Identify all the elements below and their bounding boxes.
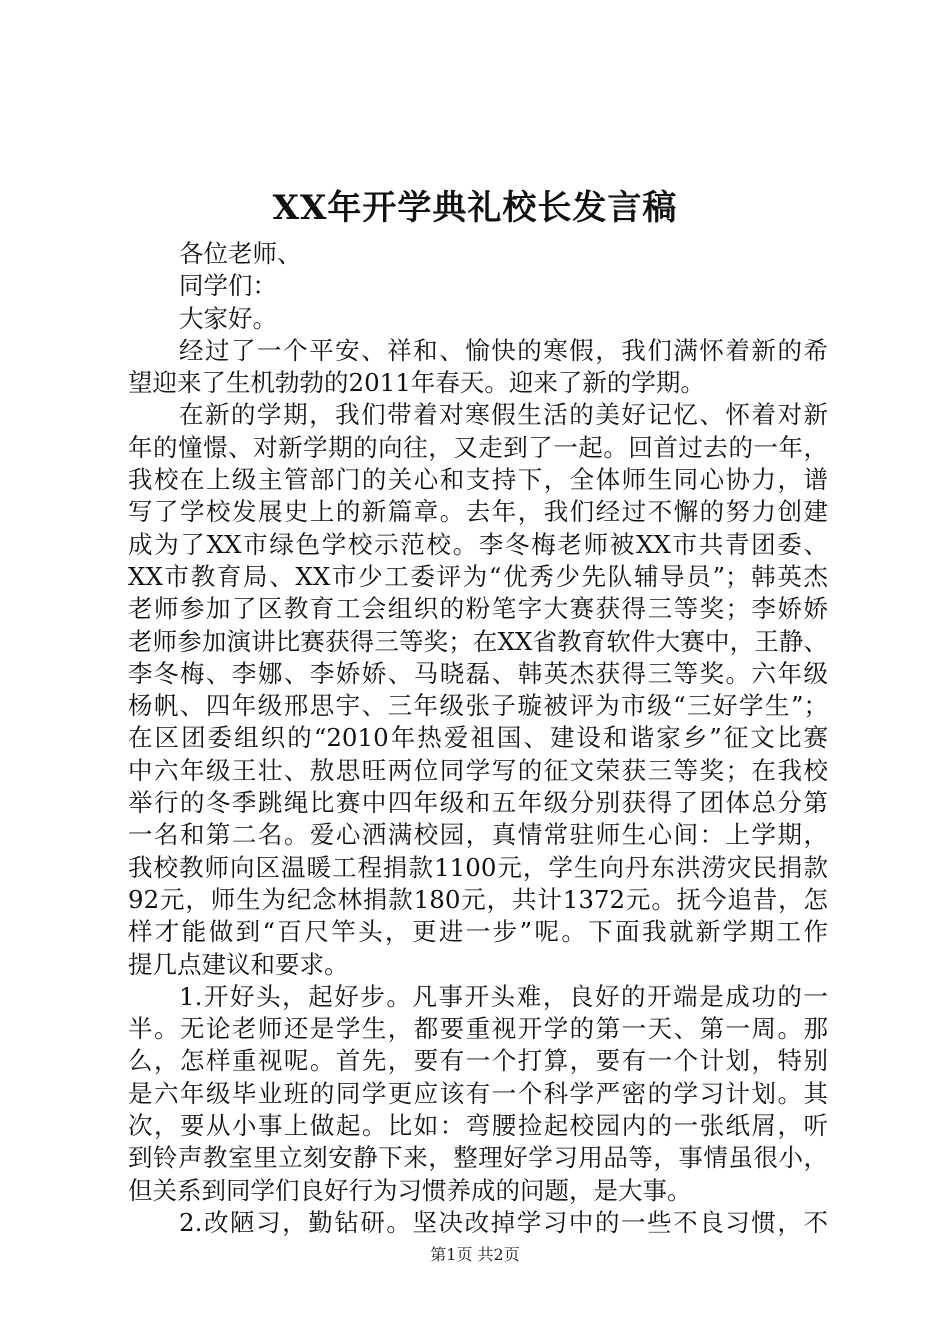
paragraph-line: 老师参加演讲比赛获得三等奖；在XX省教育软件大赛中，王静、 <box>128 626 828 656</box>
document-body <box>128 238 828 1239</box>
paragraph-line: 杨帆、四年级邢思宇、三年级张子璇被评为市级“三好学生”； <box>128 691 828 721</box>
paragraph-line: 92元，师生为纪念林捐款180元，共计1372元。抚今追昔，怎 <box>128 884 828 914</box>
paragraph-line: 1.开好头，起好步。凡事开头难，良好的开端是成功的一 <box>179 981 828 1011</box>
paragraph-line: 经过了一个平安、祥和、愉快的寒假，我们满怀着新的希 <box>179 335 828 365</box>
paragraph-line: 成为了XX市绿色学校示范校。李冬梅老师被XX市共青团委、 <box>128 529 828 559</box>
paragraph-line: 老师参加了区教育工会组织的粉笔字大赛获得三等奖；李娇娇 <box>128 594 828 624</box>
paragraph-line: 在区团委组织的“2010年热爱祖国、建设和谐家乡”征文比赛 <box>128 723 828 753</box>
paragraph-line: 是六年级毕业班的同学更应该有一个科学严密的学习计划。其 <box>128 1078 828 1108</box>
paragraph-line: 么，怎样重视呢。首先，要有一个打算，要有一个计划，特别 <box>128 1046 828 1076</box>
paragraph-line: 我校教师向区温暖工程捐款1100元，学生向丹东洪涝灾民捐款 <box>128 852 828 882</box>
paragraph-line: 2.改陋习，勤钻研。坚决改掉学习中的一些不良习惯，不 <box>179 1207 828 1237</box>
page-number-footer: 第1页 共2页 <box>430 1245 520 1264</box>
paragraph-line: 提几点建议和要求。 <box>128 949 349 979</box>
paragraph-line: 次，要从小事上做起。比如：弯腰捡起校园内的一张纸屑，听 <box>128 1111 828 1141</box>
paragraph-line: 望迎来了生机勃勃的2011年春天。迎来了新的学期。 <box>128 368 705 398</box>
paragraph-line: 我校在上级主管部门的关心和支持下，全体师生同心协力，谱 <box>128 465 828 495</box>
paragraph-line: 写了学校发展史上的新篇章。去年，我们经过不懈的努力创建 <box>128 497 828 527</box>
paragraph-line: 李冬梅、李娜、李娇娇、马晓磊、韩英杰获得三等奖。六年级 <box>128 658 828 688</box>
salutation-line: 同学们： <box>179 271 277 301</box>
paragraph-line: XX市教育局、XX市少工委评为“优秀少先队辅导员”；韩英杰 <box>128 561 828 591</box>
paragraph-line: 样才能做到“百尺竿头，更进一步”呢。下面我就新学期工作 <box>128 917 828 947</box>
paragraph-line: 中六年级王壮、敖思旺两位同学写的征文荣获三等奖；在我校 <box>128 755 828 785</box>
paragraph-line: 一名和第二名。爱心洒满校园，真情常驻师生心间：上学期， <box>128 820 828 850</box>
paragraph-line: 举行的冬季跳绳比赛中四年级和五年级分别获得了团体总分第 <box>128 788 828 818</box>
salutation-line: 各位老师、 <box>179 239 302 268</box>
greeting-line: 大家好。 <box>179 303 277 333</box>
document-title: XX年开学典礼校长发言稿 <box>272 188 678 228</box>
paragraph-line: 但关系到同学们良好行为习惯养成的问题，是大事。 <box>128 1175 692 1205</box>
paragraph-line: 到铃声教室里立刻安静下来，整理好学习用品等，事情虽很小， <box>128 1143 828 1173</box>
paragraph-line: 年的憧憬、对新学期的向往，又走到了一起。回首过去的一年， <box>128 432 828 462</box>
paragraph-line: 在新的学期，我们带着对寒假生活的美好记忆、怀着对新 <box>179 400 828 430</box>
paragraph-line: 半。无论老师还是学生，都要重视开学的第一天、第一周。那 <box>128 1014 828 1044</box>
